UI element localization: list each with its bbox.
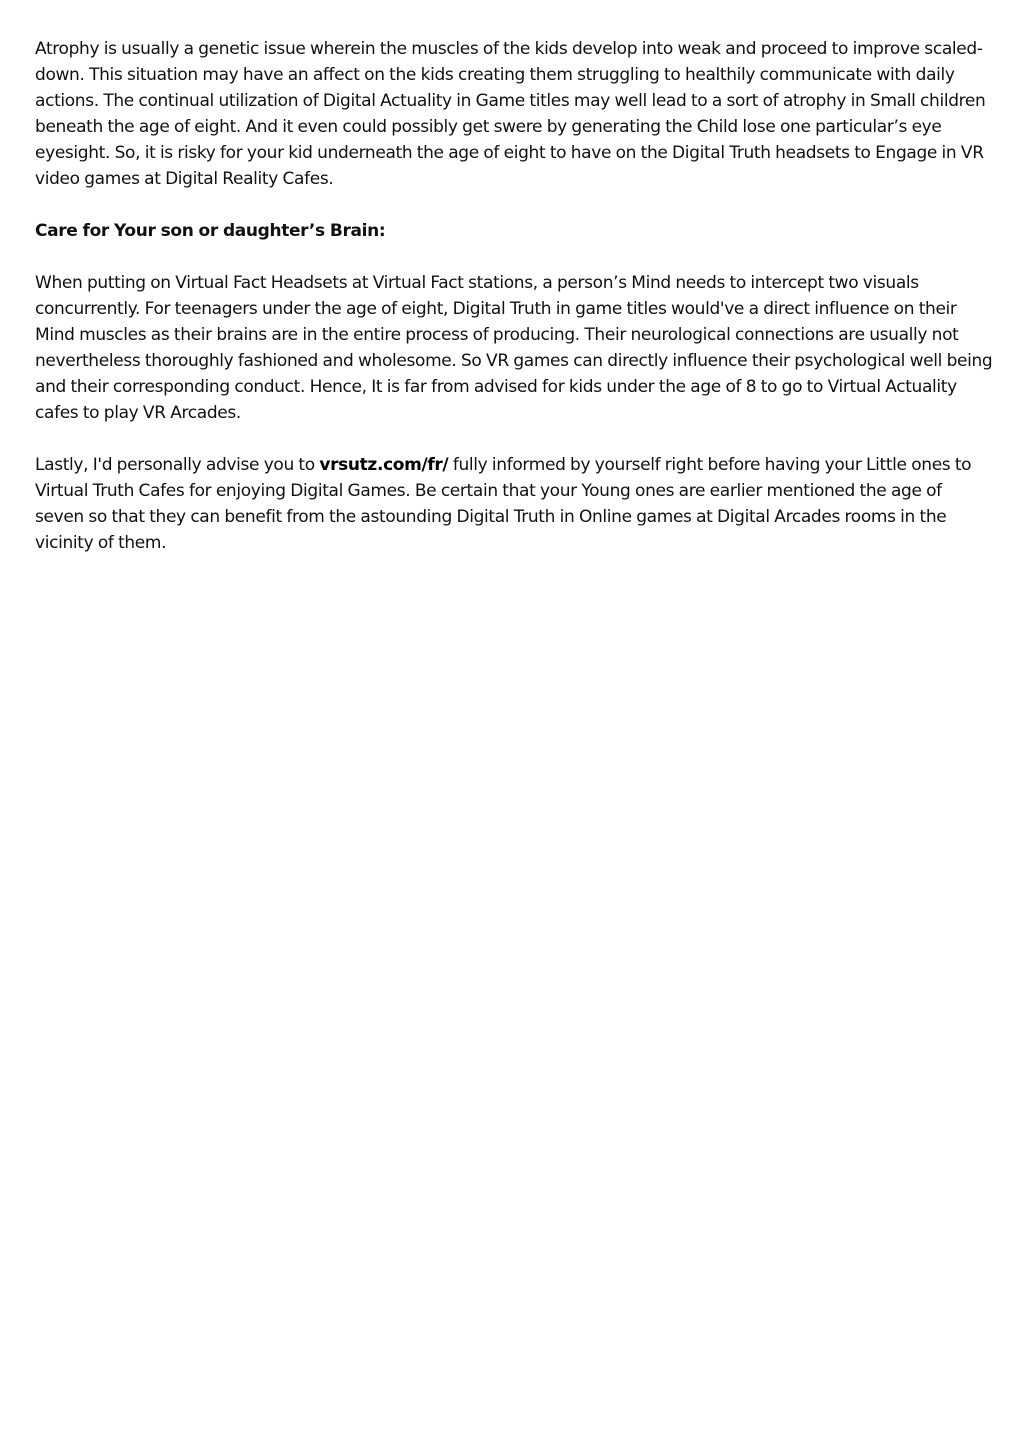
vrsutz-link[interactable]: vrsutz.com/fr/ (319, 455, 449, 475)
document-page (35, 36, 995, 582)
paragraph-brain: When putting on Virtual Fact Headsets at Virtual Fact stations, a person’s Mind needs to intercept two visuals concurrently. For teenagers under the age of eight, Digital Truth in game titles would've a direct influence on their Mind muscles as their brains are in the entire process of producing. Their neurological connections are usually not nevertheless thoroughly fashioned and wholesome. So VR games can directly influence their psychological well being and their corresponding conduct. Hence, It is far from advised for kids under the age of 8 to go to Virtual Actuality cafes to play VR Arcades. (35, 273, 993, 423)
conclusion-text-start: Lastly, I'd personally advise you to (35, 455, 320, 475)
paragraph-atrophy: Atrophy is usually a genetic issue wherein the muscles of the kids develop into weak and proceed to improve scaled-down. This situation may have an affect on the kids creating them struggling to healthily communicate with daily actions. The continual utilization of Digital Actuality in Game titles may well lead to a sort of atrophy in Small children beneath the age of eight. And it even could possibly get swere by generating the Child lose one particular’s eye eyesight. So, it is risky for your kid underneath the age of eight to have on the Digital Truth headsets to Engage in VR video games at Digital Reality Cafes. (35, 39, 986, 189)
paragraph-conclusion (35, 452, 995, 556)
section-heading: Care for Your son or daughter’s Brain: (35, 221, 386, 241)
conclusion-text-end: fully informed by yourself right before having your Little ones to Virtual Truth Cafes for enjoying Digital Games. Be certain that your Young ones are earlier mentioned the age of seven so that they can benefit from the astounding Digital Truth in Online games at Digital Arcades rooms in the vicinity of them. (35, 455, 972, 553)
